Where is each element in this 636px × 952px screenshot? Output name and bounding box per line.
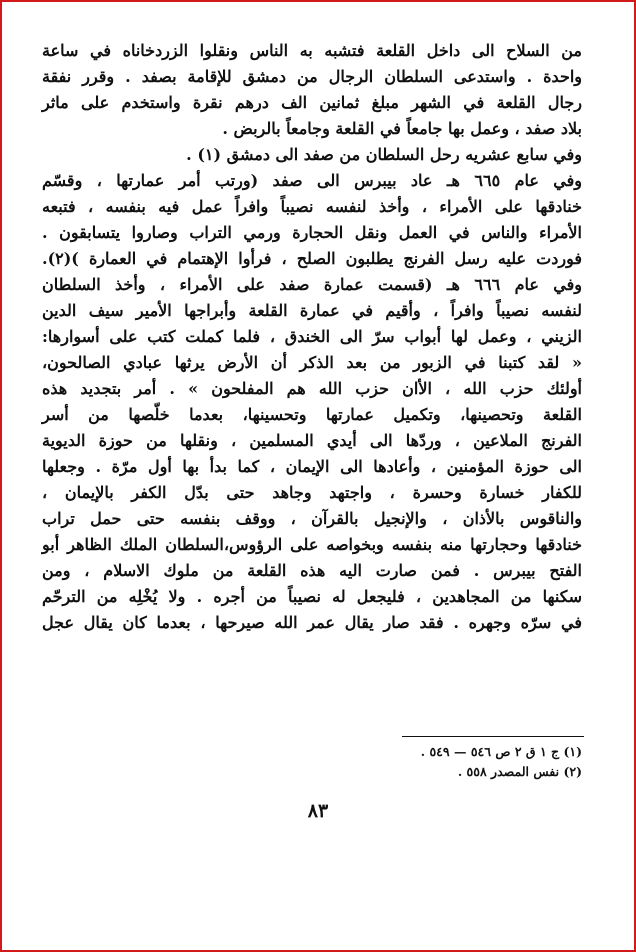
text-line: رجال القلعة في الشهر مبلغ ثمانين الف درهم نقرة واستخدم على ماثر — [42, 93, 582, 112]
footnote-divider — [402, 736, 584, 737]
text-line: من السلاح الى داخل القلعة فتشبه به الناس ونقلوا الزردخاناه في ساعة — [42, 41, 582, 60]
text-line: « لقد كتبنا في الزبور من بعد الذكر أن الأرض يرثها عبادي الصالحون، — [42, 353, 582, 372]
text-line: الفتح بيبرس . فمن صارت اليه هذه القلعة من ملوك الاسلام ، ومن — [42, 561, 582, 580]
text-line: والناقوس بالأذان ، والإنجيل بالقرآن ، ووقف بنفسه حتى حمل تراب — [42, 509, 582, 528]
text-line: الى حوزة المؤمنين ، وأعادها الى الإيمان ، كما بدأ بها أول مرّة . وجعلها — [42, 457, 582, 476]
text-line: الفرنج الملاعين ، وردّها الى أيدي المسلمين ، ونقلها من حوزة الديوية — [42, 431, 582, 450]
text-line: الأمراء والناس في العمل ونقل الحجارة ورمي التراب وصاروا يتسابقون . — [42, 223, 582, 242]
text-line: بلاد صفد ، وعمل بها جامعاً في القلعة وجامعاً بالربض . — [222, 119, 582, 138]
text-line: وفي عام ٦٦٦ هـ (قسمت عمارة صفد على الأمراء ، وأخذ السلطان — [42, 275, 583, 294]
text-line: للكفار خسارة وحسرة ، واجتهد وجاهد حتى بدّل الكفر بالإيمان ، — [42, 483, 582, 502]
text-line: الزيني ، وعمل لها أبواب سرّ الى الخندق ، فلما كملت كتب على أسوارها: — [42, 327, 582, 346]
text-line: وفي عام ٦٦٥ هـ عاد بيبرس الى صفد (ورتب أمر عمارتها ، وقسّم — [42, 171, 582, 190]
text-line: واحدة . واستدعى السلطان الرجال من دمشق للإقامة بصفد . وقرر نفقة — [42, 67, 582, 86]
text-line: أولئك حزب الله ، الأان حزب الله هم المفلحون » . أمر بتجديد هذه — [42, 379, 582, 398]
text-line: لنفسه نصيباً وافراً ، وأقيم في عمارة القلعة وأبراجها الأمير سيف الدين — [42, 301, 582, 320]
footnote-1: (١) ج ١ ق ٢ ص ٥٤٦ — ٥٤٩ . — [420, 744, 582, 759]
footnote-2: (٢) نفس المصدر ٥٥٨ . — [457, 764, 582, 779]
text-line: وفي سابع عشريه رحل السلطان من صفد الى دمشق (١) . — [186, 145, 582, 164]
text-line: القلعة وتحصينها، وتكميل عمارتها وتحسينها، بعدما خلّصها من أسر — [42, 405, 582, 424]
text-line: فوردت عليه رسل الفرنج يطلبون الصلح ، فرأوا الإهتمام في العمارة )(٢). — [42, 249, 582, 268]
footnotes — [421, 742, 582, 782]
text-line: في سرّه وجهره . فقد صار يقال عمر الله صيرحها ، بعدما كان يقال عجل — [42, 613, 582, 632]
page-number: ٨٣ — [307, 800, 329, 822]
page-body — [42, 38, 582, 636]
text-line: سكنها من المجاهدين ، فليجعل له نصيباً من أجره . ولا يُخْلِه من الترحّم — [42, 587, 582, 606]
text-line: خنادقها وحجارتها منه بنفسه وبخواصه على الرؤوس،السلطان الملك الظاهر أبو — [42, 535, 582, 554]
text-line: خنادقها على الأمراء ، وأخذ لنفسه نصيباً وافراً عمل فيه بنفسه ، فتبعه — [42, 197, 582, 216]
